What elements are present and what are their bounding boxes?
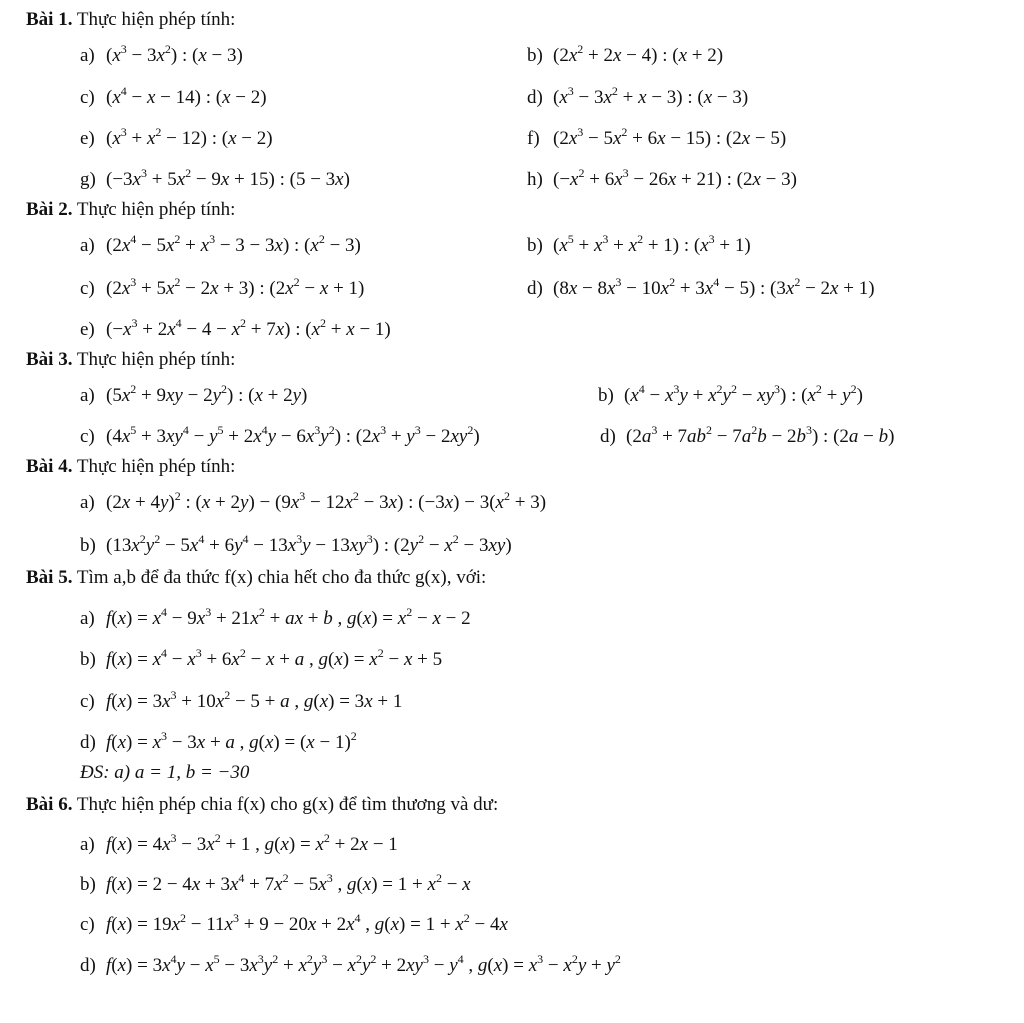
problem-1a: a) $(x^3 - 3x^2)$ : (x − 3): [80, 41, 243, 66]
problem-3d: d) $(2a^3 + 7ab^2 - 7a^2b - 2b^3)$ : (2a − b): [600, 422, 895, 447]
heading-bai-5: Bài 5. Tìm a,b để đa thức f(x) chia hết cho đa thức g(x), với:: [26, 567, 487, 588]
problem-2d: d) $(8x - 8x^3 - 10x^2 + 3x^4 - 5)$ : $(3x^2 - 2x + 1)$: [527, 274, 875, 299]
problem-3c: c) $(4x^5 + 3xy^4 - y^5 + 2x^4y - 6x^3y^2)$ : $(2x^3 + y^3 - 2xy^2)$: [80, 422, 480, 447]
problem-6d: d) $f(x) = 3x^4y - x^5 - 3x^3y^2 + x^2y^3 - x^2y^2 + 2xy^3 - y^4$ , $g(x) = x^3 - x^2y + y^2$: [80, 951, 621, 976]
answer-note: ĐS: a) a = 1, b = −30: [80, 762, 250, 783]
problem-6a: a) $f(x) = 4x^3 - 3x^2 + 1$ , $g(x) = x^2 + 2x - 1$: [80, 830, 398, 855]
heading-bai-1: Bài 1. Thực hiện phép tính:: [26, 9, 236, 30]
problem-1b: b) $(2x^2 + 2x - 4)$ : (x + 2): [527, 41, 724, 66]
problem-2c: c) $(2x^3 + 5x^2 - 2x + 3)$ : $(2x^2 - x + 1)$: [80, 274, 365, 299]
problem-2a: a) $(2x^4 - 5x^2 + x^3 - 3 - 3x)$ : $(x^2 - 3)$: [80, 231, 361, 256]
problem-6b: b) $f(x) = 2 - 4x + 3x^4 + 7x^2 - 5x^3$ , $g(x) = 1 + x^2 - x$: [80, 870, 471, 895]
heading-bai-2: Bài 2. Thực hiện phép tính:: [26, 199, 236, 220]
heading-bai-4: Bài 4. Thực hiện phép tính:: [26, 456, 236, 477]
problem-4a: a) $(2x + 4y)^2$ : $(x + 2y) - (9x^3 - 12x^2 - 3x)$ : $(-3x) - 3(x^2 + 3)$: [80, 488, 547, 513]
problem-1c: c) $(x^4 - x - 14)$ : (x − 2): [80, 83, 267, 108]
problem-1g: g) $(-3x^3 + 5x^2 - 9x + 15)$ : (5 − 3x): [80, 165, 350, 190]
problem-1e: e) $(x^3 + x^2 - 12)$ : (x − 2): [80, 124, 273, 149]
problem-5b: b) $f(x) = x^4 - x^3 + 6x^2 - x + a$ , $g(x) = x^2 - x + 5$: [80, 645, 443, 670]
problem-2b: b) $(x^5 + x^3 + x^2 + 1)$ : $(x^3 + 1)$: [527, 231, 751, 256]
problem-6c: c) $f(x) = 19x^2 - 11x^3 + 9 - 20x + 2x^4$ , $g(x) = 1 + x^2 - 4x$: [80, 910, 508, 935]
heading-bai-3: Bài 3. Thực hiện phép tính:: [26, 349, 236, 370]
problem-5c: c) $f(x) = 3x^3 + 10x^2 - 5 + a$ , g(x) = 3x + 1: [80, 687, 403, 712]
problem-5d: d) $f(x) = x^3 - 3x + a$ , $g(x) = (x - 1)^2$: [80, 728, 357, 753]
problem-2e: e) $(-x^3 + 2x^4 - 4 - x^2 + 7x)$ : $(x^2 + x - 1)$: [80, 315, 391, 340]
problem-1f: f) $(2x^3 - 5x^2 + 6x - 15)$ : (2x − 5): [527, 124, 787, 149]
problem-4b: b) $(13x^2y^2 - 5x^4 + 6y^4 - 13x^3y - 13xy^3)$ : $(2y^2 - x^2 - 3xy)$: [80, 531, 512, 556]
heading-bai-6: Bài 6. Thực hiện phép chia f(x) cho g(x) để tìm thương và dư:: [26, 794, 499, 815]
problem-5a: a) $f(x) = x^4 - 9x^3 + 21x^2$ + ax + b , $g(x) = x^2 - x - 2$: [80, 604, 471, 629]
problem-3a: a) $(5x^2 + 9xy - 2y^2)$ : (x + 2y): [80, 381, 308, 406]
problem-1h: h) $(-x^2 + 6x^3 - 26x + 21)$ : (2x − 3): [527, 165, 797, 190]
problem-3b: b) $(x^4 - x^3y + x^2y^2 - xy^3)$ : $(x^2 + y^2)$: [598, 381, 863, 406]
problem-1d: d) $(x^3 - 3x^2 + x - 3)$ : (x − 3): [527, 83, 749, 108]
